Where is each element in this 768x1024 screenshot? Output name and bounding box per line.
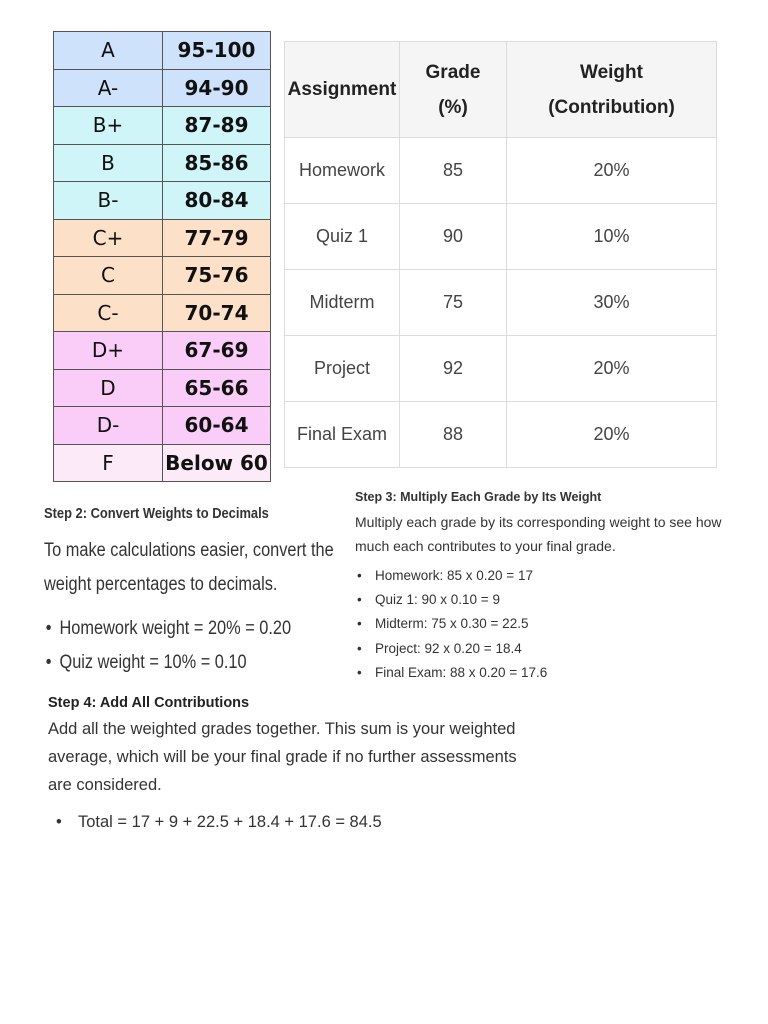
list-item: • Total = 17 + 9 + 22.5 + 18.4 + 17.6 = 84.5 xyxy=(54,809,524,835)
grade-scale-row xyxy=(54,107,271,145)
list-item: • Midterm: 75 x 0.30 = 22.5 xyxy=(355,612,755,636)
header-assignment: Assignment xyxy=(285,42,400,138)
assignment-weight: 20% xyxy=(507,336,717,402)
step3-list xyxy=(355,564,755,685)
step4-text: Add all the weighted grades together. This sum is your weighted average, which will be your final grade if no further assessments are considered. xyxy=(48,720,517,794)
grade-scale-body xyxy=(54,32,271,482)
step3-text: Multiply each grade by its corresponding weight to see how much each contributes to your final grade. xyxy=(355,514,722,554)
table-row xyxy=(285,270,717,336)
assignment-weight: 20% xyxy=(507,138,717,204)
grade-scale-row xyxy=(54,369,271,407)
assignment-grade: 88 xyxy=(400,402,507,468)
list-item: • Homework weight = 20% = 0.20 xyxy=(44,612,311,646)
grade-letter: F xyxy=(54,444,163,482)
grade-range: 87-89 xyxy=(163,107,271,145)
grade-scale-row xyxy=(54,32,271,70)
grade-range: 60-64 xyxy=(163,407,271,445)
grade-letter: A xyxy=(54,32,163,70)
grade-scale-row xyxy=(54,182,271,220)
list-item: • Project: 92 x 0.20 = 18.4 xyxy=(355,637,755,661)
assignment-name: Final Exam xyxy=(285,402,400,468)
step2-section xyxy=(44,505,354,680)
grade-letter: D+ xyxy=(54,332,163,370)
grade-letter: C+ xyxy=(54,219,163,257)
list-item: • Quiz weight = 10% = 0.10 xyxy=(44,646,311,680)
grade-range: 65-66 xyxy=(163,369,271,407)
list-item: • Homework: 85 x 0.20 = 17 xyxy=(355,564,755,588)
step4-heading: Step 4: Add All Contributions xyxy=(48,695,250,711)
header-grade: Grade (%) xyxy=(400,42,507,138)
grade-range: 67-69 xyxy=(163,332,271,370)
grade-scale-row xyxy=(54,257,271,295)
table-row xyxy=(285,336,717,402)
grade-letter: A- xyxy=(54,69,163,107)
table-row xyxy=(285,204,717,270)
grade-letter: D- xyxy=(54,407,163,445)
table-row xyxy=(285,402,717,468)
grade-scale-row xyxy=(54,144,271,182)
grade-letter: D xyxy=(54,369,163,407)
grade-scale-row xyxy=(54,332,271,370)
assignment-grade: 92 xyxy=(400,336,507,402)
grade-range: 95-100 xyxy=(163,32,271,70)
assignment-weights-table xyxy=(284,41,717,468)
table-row xyxy=(285,138,717,204)
assignment-name: Project xyxy=(285,336,400,402)
step4-section xyxy=(48,695,518,835)
assignment-header-row xyxy=(285,42,717,138)
assignment-grade: 85 xyxy=(400,138,507,204)
step2-heading: Step 2: Convert Weights to Decimals xyxy=(44,505,269,522)
grade-letter: B xyxy=(54,144,163,182)
grade-range: 75-76 xyxy=(163,257,271,295)
grade-range: 70-74 xyxy=(163,294,271,332)
grade-range: 85-86 xyxy=(163,144,271,182)
grade-scale-row xyxy=(54,69,271,107)
list-item: • Quiz 1: 90 x 0.10 = 9 xyxy=(355,588,755,612)
assignment-weight: 20% xyxy=(507,402,717,468)
grade-letter: B+ xyxy=(54,107,163,145)
list-item: • Final Exam: 88 x 0.20 = 17.6 xyxy=(355,661,755,685)
grade-letter: C xyxy=(54,257,163,295)
grade-scale-row xyxy=(54,219,271,257)
grade-scale-row xyxy=(54,294,271,332)
assignment-name: Homework xyxy=(285,138,400,204)
step3-heading: Step 3: Multiply Each Grade by Its Weight xyxy=(355,490,602,504)
assignment-weight: 10% xyxy=(507,204,717,270)
header-weight: Weight (Contribution) xyxy=(507,42,717,138)
step4-list xyxy=(48,809,518,835)
grade-range: 94-90 xyxy=(163,69,271,107)
grade-scale-table xyxy=(53,31,271,482)
grade-letter: B- xyxy=(54,182,163,220)
step3-section xyxy=(355,490,755,685)
assignment-grade: 90 xyxy=(400,204,507,270)
assignment-name: Midterm xyxy=(285,270,400,336)
grade-range: 80-84 xyxy=(163,182,271,220)
assignment-grade: 75 xyxy=(400,270,507,336)
grade-letter: C- xyxy=(54,294,163,332)
grade-range: 77-79 xyxy=(163,219,271,257)
grade-scale-row xyxy=(54,407,271,445)
grade-scale-row xyxy=(54,444,271,482)
step2-text: To make calculations easier, convert the weight percentages to decimals. xyxy=(44,540,334,595)
grade-range: Below 60 xyxy=(163,444,271,482)
step2-list xyxy=(44,612,354,680)
assignment-weight: 30% xyxy=(507,270,717,336)
assignment-name: Quiz 1 xyxy=(285,204,400,270)
